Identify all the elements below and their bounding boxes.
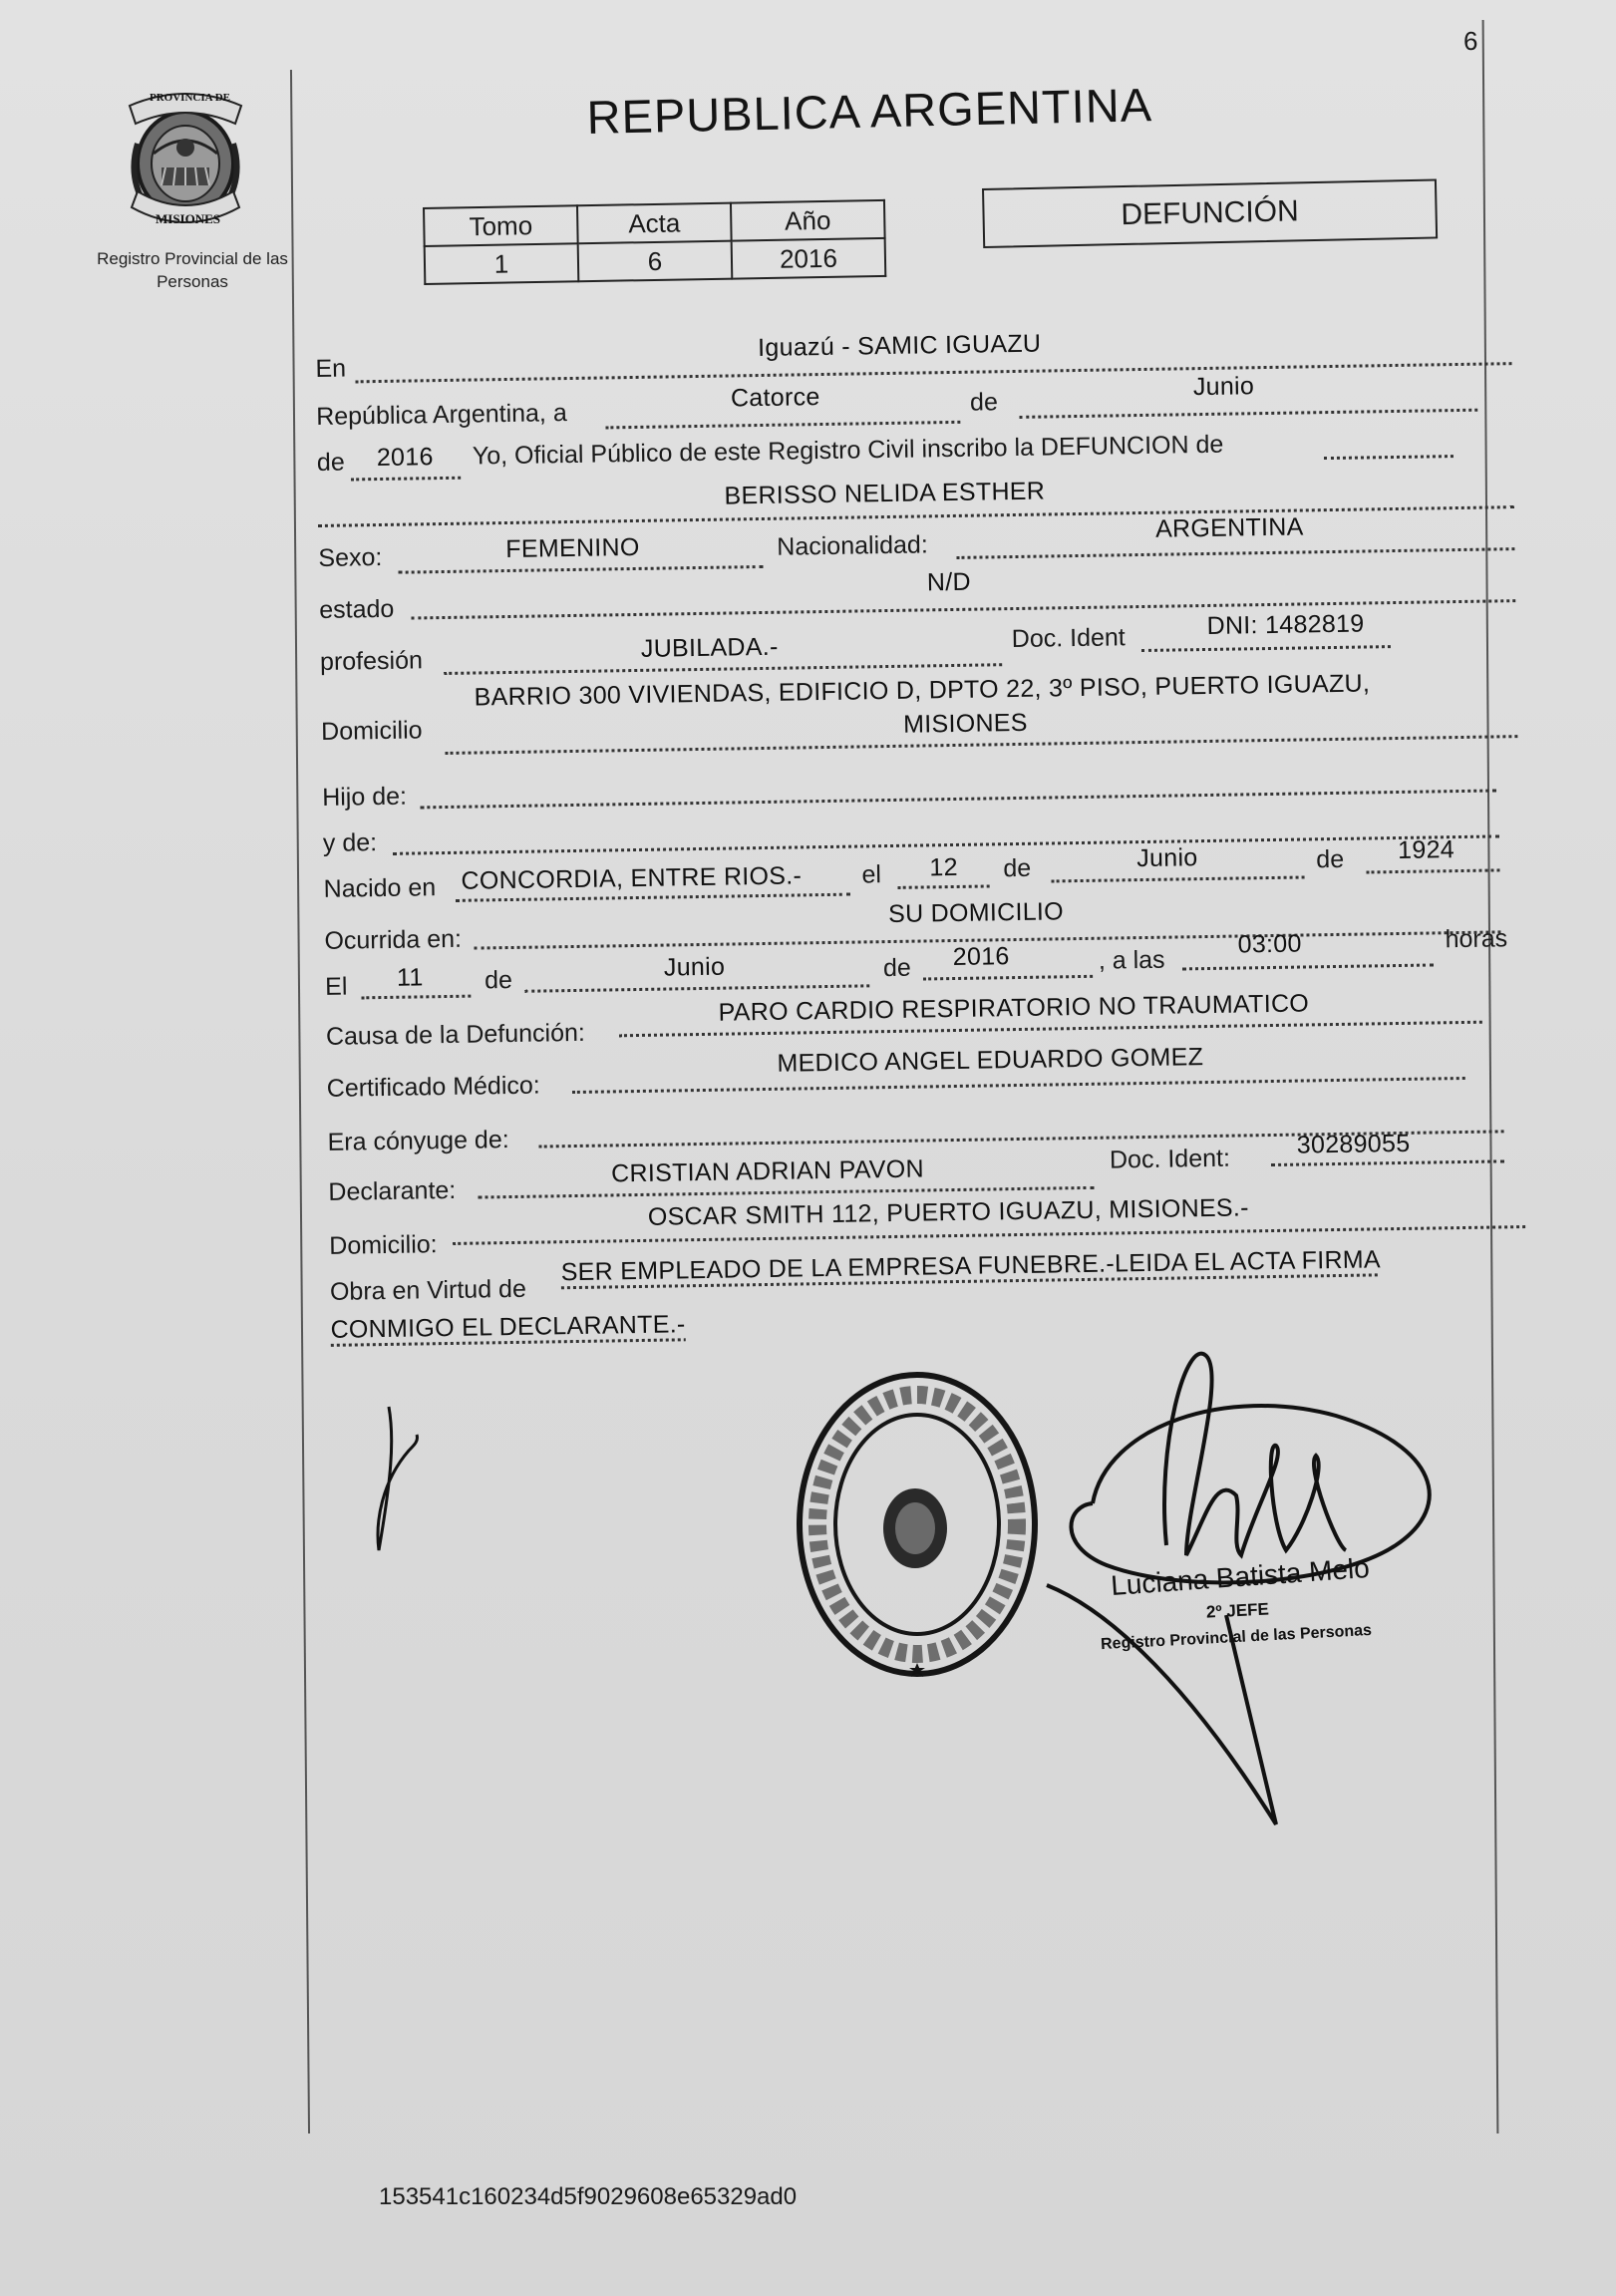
label-nacido-en: Nacido en xyxy=(323,873,437,903)
registry-name: Registro Provincial de las Personas xyxy=(97,249,288,291)
tomo-header: Tomo xyxy=(424,205,578,246)
line-nac-dia xyxy=(898,884,990,888)
label-hijo-de: Hijo de: xyxy=(321,782,408,812)
line-declarante-domicilio xyxy=(453,1225,1525,1245)
line-fall-mes xyxy=(524,984,869,992)
value-estado: N/D xyxy=(926,567,972,597)
label-en: En xyxy=(315,354,347,383)
value-nacionalidad: ARGENTINA xyxy=(1154,512,1304,543)
value-declarante-doc: 30289055 xyxy=(1296,1129,1411,1159)
officer-signature xyxy=(1037,1346,1455,1844)
label-certificado: Certificado Médico: xyxy=(326,1071,540,1103)
logo-text-bottom: MISIONES xyxy=(156,211,221,226)
anio-value: 2016 xyxy=(732,238,886,279)
acta-header: Acta xyxy=(577,203,732,244)
line-declarante-doc xyxy=(1271,1159,1504,1166)
label-profesion: profesión xyxy=(319,646,424,676)
left-margin-rule xyxy=(290,70,310,2133)
record-table xyxy=(423,199,886,285)
label-republica: República Argentina, a xyxy=(315,399,567,431)
label-de-1: de xyxy=(969,388,999,417)
label-domicilio: Domicilio xyxy=(320,716,423,746)
value-obra-2: CONMIGO EL DECLARANTE.- xyxy=(330,1310,686,1344)
value-fall-mes: Junio xyxy=(663,952,726,982)
label-sexo: Sexo: xyxy=(318,542,383,572)
page-number: 6 xyxy=(1463,26,1478,56)
value-nac-dia: 12 xyxy=(929,852,959,882)
line-fall-anio xyxy=(923,975,1093,981)
signature-name: Luciana Batista Melo xyxy=(1110,1551,1371,1602)
value-documento: DNI: 1482819 xyxy=(1206,609,1365,640)
value-declarante: CRISTIAN ADRIAN PAVON xyxy=(610,1154,925,1188)
label-de-3: de xyxy=(1003,853,1032,883)
line-hijo-de xyxy=(420,789,1496,809)
value-dia: Catorce xyxy=(730,383,820,413)
label-de-2: de xyxy=(316,448,345,477)
label-causa: Causa de la Defunción: xyxy=(325,1018,586,1051)
label-el: el xyxy=(861,860,882,889)
value-fall-dia: 11 xyxy=(396,963,424,992)
line-certificado xyxy=(572,1077,1465,1094)
line-lugar xyxy=(356,362,1512,383)
value-mes: Junio xyxy=(1192,372,1255,402)
value-domicilio-2: MISIONES xyxy=(902,708,1028,739)
label-domicilio-2: Domicilio: xyxy=(329,1230,438,1260)
label-doc-ident: Doc. Ident xyxy=(1011,623,1126,654)
line-nacionalidad xyxy=(956,547,1514,559)
tomo-value: 1 xyxy=(425,243,579,284)
value-domicilio-1: BARRIO 300 VIVIENDAS, EDIFICIO D, DPTO 22, 3º PISO, PUERTO IGUAZU, xyxy=(474,669,1371,712)
label-a-las: , a las xyxy=(1098,945,1165,975)
label-el-cap: El xyxy=(324,972,348,1001)
label-de-6: de xyxy=(882,953,911,983)
value-sexo: FEMENINO xyxy=(505,532,640,564)
death-record-form xyxy=(315,322,1527,1388)
value-declarante-domicilio: OSCAR SMITH 112, PUERTO IGUAZU, MISIONES.- xyxy=(647,1193,1249,1231)
value-nac-anio: 1924 xyxy=(1397,835,1455,865)
label-horas: horas xyxy=(1445,924,1508,954)
value-obra-1: SER EMPLEADO DE LA EMPRESA FUNEBRE.-LEIDA EL ACTA FIRMA xyxy=(560,1245,1382,1287)
document-hash: 153541c160234d5f9029608e65329ad0 xyxy=(379,2183,798,2210)
label-oficial: Yo, Oficial Público de este Registro Civil inscribo la DEFUNCION de xyxy=(472,430,1224,471)
line-mes xyxy=(1019,409,1477,419)
value-nacido-en: CONCORDIA, ENTRE RIOS.- xyxy=(461,861,803,895)
label-declarante: Declarante: xyxy=(328,1175,457,1206)
value-ocurrida-en: SU DOMICILIO xyxy=(887,897,1065,929)
value-lugar: Iguazú - SAMIC IGUAZU xyxy=(757,329,1042,363)
line-nombre xyxy=(318,505,1514,527)
document-title: REPUBLICA ARGENTINA xyxy=(586,78,1153,144)
label-de-4: de xyxy=(1316,844,1345,874)
anio-header: Año xyxy=(731,200,885,241)
label-estado: estado xyxy=(319,594,395,624)
acta-value: 6 xyxy=(578,241,733,282)
value-certificado: MEDICO ANGEL EDUARDO GOMEZ xyxy=(777,1043,1204,1078)
line-sexo xyxy=(399,565,764,574)
line-dia xyxy=(605,421,960,430)
value-profesion: JUBILADA.- xyxy=(640,632,779,663)
line-oficial xyxy=(1324,455,1454,460)
signature-position: 2º JEFE xyxy=(1205,1599,1270,1622)
signature-office: Registro Provincial de las Personas xyxy=(1100,1621,1373,1654)
label-nacionalidad: Nacionalidad: xyxy=(777,530,929,561)
logo-text-top: PROVINCIA DE xyxy=(150,92,230,104)
line-anio xyxy=(351,477,461,482)
label-doc-ident-2: Doc. Ident: xyxy=(1109,1144,1231,1174)
label-y-de: y de: xyxy=(322,828,378,857)
value-fall-anio: 2016 xyxy=(952,942,1010,972)
label-de-5: de xyxy=(484,965,513,995)
line-hora xyxy=(1182,963,1434,970)
record-type-box: DEFUNCIÓN xyxy=(982,178,1438,248)
value-hora: 03:00 xyxy=(1237,929,1302,959)
value-nombre: BERISSO NELIDA ESTHER xyxy=(724,477,1046,510)
line-nac-anio xyxy=(1366,868,1499,873)
line-documento xyxy=(1141,645,1391,652)
label-ocurrida-en: Ocurrida en: xyxy=(324,924,463,955)
registry-stamp xyxy=(788,1364,1047,1685)
line-profesion xyxy=(444,663,1002,675)
label-obra: Obra en Virtud de xyxy=(329,1274,527,1306)
declarant-signature xyxy=(359,1401,439,1560)
value-nac-mes: Junio xyxy=(1136,843,1198,873)
value-anio: 2016 xyxy=(376,443,434,473)
line-nac-mes xyxy=(1052,875,1305,882)
label-conyuge: Era cónyuge de: xyxy=(327,1126,509,1156)
line-fall-dia xyxy=(361,995,471,1000)
value-causa: PARO CARDIO RESPIRATORIO NO TRAUMATICO xyxy=(718,989,1310,1027)
